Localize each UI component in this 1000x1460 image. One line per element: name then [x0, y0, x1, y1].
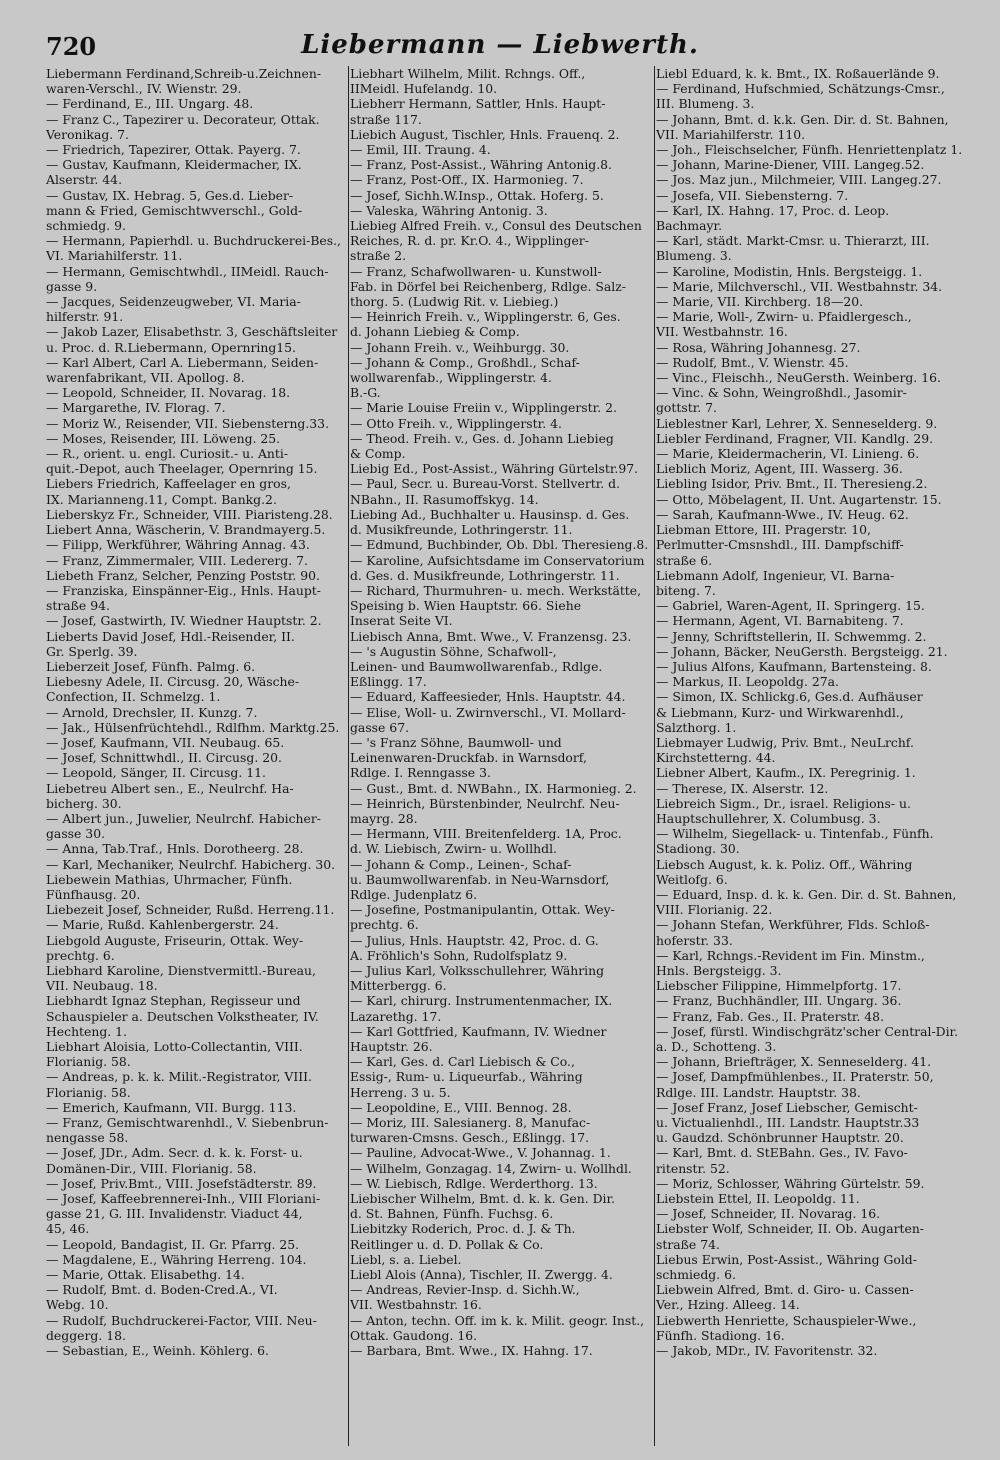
directory-line: — Vinc., Fleischh., NeuGersth. Weinberg. 16. — [656, 370, 941, 386]
directory-line: — Karl, städt. Markt-Cmsr. u. Thierarzt, III. — [656, 233, 930, 249]
directory-line: — Rosa, Währing Johannesg. 27. — [656, 339, 861, 355]
directory-line: — Rudolf, Bmt. d. Boden-Cred.A., VI. — [46, 1282, 278, 1298]
directory-line: — Johann, Bmt. d. k.k. Gen. Dir. d. St. Bahnen, — [656, 111, 949, 127]
directory-line: deggerg. 18. — [46, 1327, 126, 1343]
directory-line: turwaren-Cmsns. Gesch., Eßlingg. 17. — [350, 1130, 590, 1146]
directory-line: — Marie, Woll-, Zwirn- u. Pfaidlergesch., — [656, 309, 912, 325]
directory-line: — Barbara, Bmt. Wwe., IX. Hahng. 17. — [350, 1343, 593, 1359]
directory-line: — Simon, IX. Schlickg.6, Ges.d. Aufhäuser — [656, 689, 923, 705]
directory-line: Schauspieler a. Deutschen Volkstheater, IV. — [46, 1008, 319, 1024]
directory-line: Liebitzky Roderich, Proc. d. J. & Th. — [350, 1221, 576, 1237]
directory-line: — Karl, Mechaniker, Neulrchf. Habicherg. 30. — [46, 856, 336, 872]
directory-line: — Johann & Comp., Leinen-, Schaf- — [350, 856, 572, 872]
directory-line: Liebling Isidor, Priv. Bmt., II. Theresieng.2. — [656, 476, 928, 492]
directory-line: — Franz, Post-Off., IX. Harmonieg. 7. — [350, 172, 584, 188]
directory-line: — Hermann, Agent, VI. Barnabiteng. 7. — [656, 613, 904, 629]
directory-line: — Karl, chirurg. Instrumentenmacher, IX. — [350, 993, 613, 1009]
directory-line: — Gust., Bmt. d. NWBahn., IX. Harmonieg. 2. — [350, 780, 637, 796]
directory-line: — Johann Stefan, Werkführer, Flds. Schloß- — [656, 917, 930, 933]
directory-line: Liebmayer Ludwig, Priv. Bmt., NeuLrchf. — [656, 734, 914, 750]
directory-column-2 — [350, 66, 652, 1446]
directory-line: — Moses, Reisender, III. Löweng. 25. — [46, 430, 281, 446]
directory-line: — Arnold, Drechsler, II. Kunzg. 7. — [46, 704, 258, 720]
directory-line: u. Proc. d. R.Liebermann, Opernring15. — [46, 339, 296, 355]
directory-line: Veronikag. 7. — [46, 126, 129, 142]
directory-line: — Josef, Priv.Bmt., VIII. Josefstädterstr. 89. — [46, 1175, 317, 1191]
column-divider — [348, 66, 349, 1446]
directory-line: Salzthorg. 1. — [656, 719, 737, 735]
directory-line: — Karl Albert, Carl A. Liebermann, Seiden- — [46, 354, 319, 370]
directory-line: Liebezeit Josef, Schneider, Rußd. Herreng.11. — [46, 902, 335, 918]
directory-line: — Julius Alfons, Kaufmann, Bartensteing. 8. — [656, 658, 932, 674]
directory-line: d. St. Bahnen, Fünfh. Fuchsg. 6. — [350, 1206, 554, 1222]
directory-line: NBahn., II. Rasumoffskyg. 14. — [350, 491, 539, 507]
directory-line: biteng. 7. — [656, 582, 716, 598]
directory-line: — Richard, Thurmuhren- u. mech. Werkstätte, — [350, 582, 642, 598]
directory-line: — Johann, Bäcker, NeuGersth. Bergsteigg. 21. — [656, 643, 948, 659]
directory-line: Liebeth Franz, Selcher, Penzing Poststr. 90. — [46, 567, 321, 583]
directory-line: — Marie Louise Freiin v., Wipplingerstr. 2. — [350, 400, 617, 416]
column-divider — [654, 66, 655, 1446]
directory-line: — Leopold, Schneider, II. Novarag. 18. — [46, 385, 291, 401]
directory-line: — Josef, Gastwirth, IV. Wiedner Hauptstr. 2. — [46, 613, 322, 629]
directory-line: Liebner Albert, Kaufm., IX. Peregrinig. 1. — [656, 765, 916, 781]
directory-line: — Franz, Buchhändler, III. Ungarg. 36. — [656, 993, 902, 1009]
directory-line: — Josef Franz, Josef Liebscher, Gemischt- — [656, 1099, 918, 1115]
directory-line: straße 74. — [656, 1236, 720, 1252]
directory-line: Eßlingg. 17. — [350, 674, 427, 690]
directory-line: B.-G. — [350, 385, 381, 401]
directory-line: — Jakob Lazer, Elisabethstr. 3, Geschäftsleiter — [46, 324, 338, 340]
directory-line: VIII. Florianig. 22. — [656, 902, 773, 918]
directory-line: — Josef, Kaffeebrennerei-Inh., VIII Floriani- — [46, 1191, 321, 1207]
directory-line: Liebig Ed., Post-Assist., Währing Gürtelstr.97. — [350, 461, 639, 477]
directory-line: — Theod. Freih. v., Ges. d. Johann Liebieg — [350, 430, 614, 446]
directory-line: — Friedrich, Tapezirer, Ottak. Payerg. 7. — [46, 142, 301, 158]
directory-line: — Josef, Schneider, II. Novarag. 16. — [656, 1206, 881, 1222]
directory-line: — Karoline, Modistin, Hnls. Bergsteigg. 1. — [656, 263, 923, 279]
directory-line: — Margarethe, IV. Florag. 7. — [46, 400, 226, 416]
directory-line: Herreng. 3 u. 5. — [350, 1084, 451, 1100]
directory-line: Lieblestner Karl, Lehrer, X. Senneselderg. 9. — [656, 415, 938, 431]
directory-line: gottstr. 7. — [656, 400, 717, 416]
directory-line: — Julius, Hnls. Hauptstr. 42, Proc. d. G. — [350, 932, 599, 948]
directory-line: — R., orient. u. engl. Curiosit.- u. Anti- — [46, 446, 289, 462]
directory-line: u. Gaudzd. Schönbrunner Hauptstr. 20. — [656, 1130, 904, 1146]
directory-line: Liebus Erwin, Post-Assist., Währing Gold- — [656, 1251, 917, 1267]
directory-line: Lieberts David Josef, Hdl.-Reisender, II. — [46, 628, 295, 644]
directory-line: — Gabriel, Waren-Agent, II. Springerg. 15. — [656, 598, 925, 614]
directory-line: — Hermann, Gemischtwhdl., IIMeidl. Rauch- — [46, 263, 329, 279]
directory-line: thorg. 5. (Ludwig Rit. v. Liebieg.) — [350, 294, 559, 310]
directory-line: — Filipp, Werkführer, Währing Annag. 43. — [46, 537, 310, 553]
directory-line: warenfabrikant, VII. Apollog. 8. — [46, 370, 245, 386]
page-header — [40, 30, 960, 64]
directory-line: Liebhart Wilhelm, Milit. Rchngs. Off., — [350, 66, 586, 81]
directory-line: schmiedg. 6. — [656, 1267, 736, 1283]
directory-line: gasse 30. — [46, 826, 106, 842]
directory-line: — Albert jun., Juwelier, Neulrchf. Habicher- — [46, 810, 321, 826]
directory-line: & Comp. — [350, 446, 406, 462]
directory-line: Liebich August, Tischler, Hnls. Frauenq. 2. — [350, 126, 620, 142]
directory-line: — Franz, Post-Assist., Währing Antonig.8. — [350, 157, 612, 173]
directory-line: Liebing Ad., Buchhalter u. Hausinsp. d. Ges. — [350, 506, 630, 522]
directory-line: — Marie, VII. Kirchberg. 18—20. — [656, 294, 864, 310]
directory-line: hoferstr. 33. — [656, 932, 733, 948]
directory-line: IIMeidl. Hufelandg. 10. — [350, 81, 498, 97]
directory-line: Liebsch August, k. k. Poliz. Off., Währing — [656, 856, 913, 872]
directory-line: straße 117. — [350, 111, 422, 127]
directory-line: Blumeng. 3. — [656, 248, 732, 264]
directory-line: — Moriz W., Reisender, VII. Siebensterng.33. — [46, 415, 330, 431]
directory-line: VI. Mariahilferstr. 11. — [46, 248, 183, 264]
directory-line: — Paul, Secr. u. Bureau-Vorst. Stellvertr. d. — [350, 476, 621, 492]
directory-line: prechtg. 6. — [46, 947, 115, 963]
directory-line: — Otto Freih. v., Wipplingerstr. 4. — [350, 415, 562, 431]
directory-line: — Franz, Gemischtwarenhdl., V. Siebenbrun- — [46, 1115, 329, 1131]
directory-line: — Jakob, MDr., IV. Favoritenstr. 32. — [656, 1343, 878, 1359]
directory-line: Lazarethg. 17. — [350, 1008, 442, 1024]
directory-line: Stadiong. 30. — [656, 841, 740, 857]
directory-line: Liebers Friedrich, Kaffeelager en gros, — [46, 476, 291, 492]
directory-line: — Josef, Schnittwhdl., II. Circusg. 20. — [46, 750, 282, 766]
directory-line: — Valeska, Währing Antonig. 3. — [350, 202, 548, 218]
directory-line: Rdlge. Judenplatz 6. — [350, 886, 478, 902]
directory-line: mann & Fried, Gemischtwverschl., Gold- — [46, 202, 303, 218]
directory-line: a. D., Schotteng. 3. — [656, 1039, 777, 1054]
directory-line: — Otto, Möbelagent, II. Unt. Augartenstr. 15. — [656, 491, 942, 507]
directory-line: — Franz C., Tapezirer u. Decorateur, Ottak. — [46, 111, 320, 127]
directory-line: — Karl, Rchngs.-Revident im Fin. Minstm., — [656, 947, 925, 963]
directory-line: — Johann, Briefträger, X. Senneselderg. 41. — [656, 1054, 932, 1070]
directory-line: — Jos. Maz jun., Milchmeier, VIII. Langeg.27. — [656, 172, 942, 188]
directory-line: Florianig. 58. — [46, 1054, 131, 1070]
directory-line: Fünfhausg. 20. — [46, 886, 141, 902]
directory-line: Lieblich Moriz, Agent, III. Wasserg. 36. — [656, 461, 903, 477]
directory-line: — Rudolf, Bmt., V. Wienstr. 45. — [656, 354, 849, 370]
directory-line: — Karl, Ges. d. Carl Liebisch & Co., — [350, 1054, 575, 1070]
directory-line: Leinenwaren-Druckfab. in Warnsdorf, — [350, 750, 587, 766]
directory-line: Essig-, Rum- u. Liqueurfab., Währing — [350, 1069, 583, 1085]
directory-line: — Leopold, Bandagist, II. Gr. Pfarrg. 25. — [46, 1236, 300, 1252]
directory-line: Webg. 10. — [46, 1297, 109, 1313]
directory-line: — Joh., Fleischselcher, Fünfh. Henriettenplatz 1. — [656, 142, 962, 158]
directory-line: — Vinc. & Sohn, Weingroßhdl., Jasomir- — [656, 385, 907, 401]
directory-line: — Eduard, Kaffeesieder, Hnls. Hauptstr. 44. — [350, 689, 626, 705]
directory-line: III. Blumeng. 3. — [656, 96, 755, 112]
directory-line: Fab. in Dörfel bei Reichenberg, Rdlge. Salz- — [350, 278, 626, 294]
directory-line: IX. Marianneng.11, Compt. Bankg.2. — [46, 491, 277, 507]
directory-line: Lieberskyz Fr., Schneider, VIII. Piaristeng.28. — [46, 506, 333, 522]
directory-line: straße 94. — [46, 598, 110, 614]
directory-line: Bachmayr. — [656, 218, 723, 234]
directory-line: waren-Verschl., IV. Wienstr. 29. — [46, 81, 242, 97]
directory-line: — Julius Karl, Volksschullehrer, Währing — [350, 962, 604, 978]
directory-line: — Josef, Dampfmühlenbes., II. Praterstr. 50, — [656, 1069, 934, 1085]
directory-line: — Johann & Comp., Großhdl., Schaf- — [350, 354, 580, 370]
directory-line: Rdlge. III. Landstr. Hauptstr. 38. — [656, 1084, 861, 1100]
directory-line: — Karl Gottfried, Kaufmann, IV. Wiedner — [350, 1023, 607, 1039]
directory-line: — Franz, Zimmermaler, VIII. Ledererg. 7. — [46, 552, 308, 568]
directory-line: Liebmann Adolf, Ingenieur, VI. Barna- — [656, 567, 895, 583]
directory-line: ritenstr. 52. — [656, 1160, 730, 1176]
directory-line: Liebert Anna, Wäscherin, V. Brandmayerg.5. — [46, 522, 326, 538]
directory-line: — Josef, JDr., Adm. Secr. d. k. k. Forst- u. — [46, 1145, 303, 1161]
directory-line: Fünfh. Stadiong. 16. — [656, 1327, 785, 1343]
directory-line: — Wilhelm, Gonzagag. 14, Zwirn- u. Wollhdl. — [350, 1160, 632, 1176]
directory-line: gasse 67. — [350, 719, 410, 735]
directory-line: — Josef, Kaufmann, VII. Neubaug. 65. — [46, 734, 285, 750]
directory-line: straße 2. — [350, 248, 407, 264]
directory-line: Liebwerth Henriette, Schauspieler-Wwe., — [656, 1312, 917, 1328]
directory-line: — Karl, IX. Hahng. 17, Proc. d. Leop. — [656, 202, 890, 218]
directory-line: — Josef, Sichh.W.Insp., Ottak. Hoferg. 5. — [350, 187, 604, 203]
directory-line: — Gustav, Kaufmann, Kleidermacher, IX. — [46, 157, 302, 173]
directory-line: Lieberzeit Josef, Fünfh. Palmg. 6. — [46, 658, 256, 674]
directory-line: 45, 46. — [46, 1221, 90, 1237]
directory-line: Reitlinger u. d. D. Pollak & Co. — [350, 1236, 544, 1252]
directory-line: — Eduard, Insp. d. k. k. Gen. Dir. d. St. Bahnen, — [656, 886, 957, 902]
directory-line: Reiches, R. d. pr. Kr.O. 4., Wipplinger- — [350, 233, 589, 249]
directory-line: Liebman Ettore, III. Pragerstr. 10, — [656, 522, 871, 538]
directory-line: — Andreas, p. k. k. Milit.-Registrator, VIII. — [46, 1069, 312, 1085]
directory-line: Speising b. Wien Hauptstr. 66. Siehe — [350, 598, 582, 614]
directory-line: — Anna, Tab.Traf., Hnls. Dorotheerg. 28. — [46, 841, 304, 857]
directory-line: — Magdalene, E., Währing Herreng. 104. — [46, 1251, 307, 1267]
directory-line: — Pauline, Advocat-Wwe., V. Johannag. 1. — [350, 1145, 611, 1161]
directory-line: — Franziska, Einspänner-Eig., Hnls. Haupt- — [46, 582, 321, 598]
directory-line: — Franz, Fab. Ges., II. Praterstr. 48. — [656, 1008, 885, 1024]
directory-column-1 — [46, 66, 346, 1446]
directory-line: Florianig. 58. — [46, 1084, 131, 1100]
directory-line: Liebhardt Ignaz Stephan, Regisseur und — [46, 993, 301, 1009]
directory-line: Liebl, s. a. Liebel. — [350, 1251, 462, 1267]
directory-line: — Josef, fürstl. Windischgrätz'scher Central-Dir. — [656, 1023, 959, 1039]
directory-line: prechtg. 6. — [350, 917, 419, 933]
directory-line: — Karl, Bmt. d. StEBahn. Ges., IV. Favo- — [656, 1145, 908, 1161]
directory-line: Liebstein Ettel, II. Leopoldg. 11. — [656, 1191, 860, 1207]
directory-line: — Jak., Hülsenfrüchtehdl., Rdlfhm. Marktg.25. — [46, 719, 340, 735]
directory-line: Liebler Ferdinand, Fragner, VII. Kandlg. 29. — [656, 430, 934, 446]
directory-line: Inserat Seite VI. — [350, 613, 453, 629]
directory-line: — Leopold, Sänger, II. Circusg. 11. — [46, 765, 266, 781]
directory-line: Hauptschullehrer, X. Columbusg. 3. — [656, 810, 881, 826]
directory-line: — Ferdinand, Hufschmied, Schätzungs-Cmsr., — [656, 81, 945, 97]
directory-line: Liebwein Alfred, Bmt. d. Giro- u. Cassen- — [656, 1282, 914, 1298]
directory-line: Alserstr. 44. — [46, 172, 123, 188]
directory-line: d. W. Liebisch, Zwirn- u. Wollhdl. — [350, 841, 557, 857]
directory-line: Liebieg Alfred Freih. v., Consul des Deutschen — [350, 218, 642, 234]
directory-line: Hechteng. 1. — [46, 1023, 127, 1039]
running-head: Liebermann — Liebwerth. — [301, 30, 699, 60]
directory-line: bicherg. 30. — [46, 795, 122, 811]
directory-line: — Leopoldine, E., VIII. Bennog. 28. — [350, 1099, 572, 1115]
directory-line: Gr. Sperlg. 39. — [46, 643, 138, 659]
directory-line: — Heinrich Freih. v., Wipplingerstr. 6, Ges. — [350, 309, 621, 325]
directory-line: Domänen-Dir., VIII. Florianig. 58. — [46, 1160, 257, 1176]
directory-line: — Edmund, Buchbinder, Ob. Dbl. Theresieng.8. — [350, 537, 649, 553]
directory-line: Liebscher Filippine, Himmelpfortg. 17. — [656, 978, 902, 994]
directory-line: VII. Westbahnstr. 16. — [350, 1297, 482, 1313]
directory-line: straße 6. — [656, 552, 713, 568]
directory-line: — 's Augustin Söhne, Schafwoll-, — [350, 643, 557, 659]
directory-line: wollwarenfab., Wipplingerstr. 4. — [350, 370, 552, 386]
directory-line: VII. Neubaug. 18. — [46, 978, 158, 994]
directory-line: Liebesny Adele, II. Circusg. 20, Wäsche- — [46, 674, 300, 690]
directory-line: — Elise, Woll- u. Zwirnverschl., VI. Mollard- — [350, 704, 626, 720]
directory-line: Hauptstr. 26. — [350, 1039, 433, 1054]
page-number: 720 — [46, 32, 97, 61]
directory-line: — Marie, Milchverschl., VII. Westbahnstr. 34. — [656, 278, 943, 294]
directory-line: Ottak. Gaudong. 16. — [350, 1327, 478, 1343]
directory-line: — W. Liebisch, Rdlge. Werderthorg. 13. — [350, 1175, 598, 1191]
directory-line: — Andreas, Revier-Insp. d. Sichh.W., — [350, 1282, 580, 1298]
directory-line: VII. Westbahnstr. 16. — [656, 324, 788, 340]
directory-line: Liebewein Mathias, Uhrmacher, Fünfh. — [46, 871, 293, 887]
directory-line: Mitterbergg. 6. — [350, 978, 447, 994]
directory-line: — Josefa, VII. Siebensterng. 7. — [656, 187, 849, 203]
directory-line: — Wilhelm, Siegellack- u. Tintenfab., Fünfh. — [656, 826, 934, 842]
directory-line: — Marie, Kleidermacherin, VI. Linieng. 6. — [656, 446, 920, 462]
directory-line: — Marie, Ottak. Elisabethg. 14. — [46, 1267, 245, 1283]
directory-line: — Moriz, Schlosser, Währing Gürtelstr. 59. — [656, 1175, 925, 1191]
directory-line: Liebetreu Albert sen., E., Neulrchf. Ha- — [46, 780, 294, 796]
directory-line: — Jacques, Seidenzeugweber, VI. Maria- — [46, 294, 301, 310]
directory-line: Liebgold Auguste, Friseurin, Ottak. Wey- — [46, 932, 304, 948]
directory-line: u. Victualienhdl., III. Landstr. Hauptstr.33 — [656, 1115, 920, 1131]
directory-line: — Markus, II. Leopoldg. 27a. — [656, 674, 839, 690]
directory-line: — Rudolf, Buchdruckerei-Factor, VIII. Neu- — [46, 1312, 317, 1328]
directory-line: & Liebmann, Kurz- und Wirkwarenhdl., — [656, 704, 904, 720]
directory-line: d. Musikfreunde, Lothringerstr. 11. — [350, 522, 573, 538]
directory-line: Liebl Eduard, k. k. Bmt., IX. Roßauerlände 9. — [656, 66, 940, 81]
directory-line: schmiedg. 9. — [46, 218, 126, 234]
directory-line: — Therese, IX. Alserstr. 12. — [656, 780, 829, 796]
directory-line: Confection, II. Schmelzg. 1. — [46, 689, 221, 705]
directory-line: Liebl Alois (Anna), Tischler, II. Zwergg. 4. — [350, 1267, 613, 1283]
directory-line: — Jenny, Schriftstellerin, II. Schwemmg. 2. — [656, 628, 927, 644]
directory-line: mayrg. 28. — [350, 810, 418, 826]
directory-line: — Karoline, Aufsichtsdame im Conservatorium — [350, 552, 645, 568]
directory-line: Liebherr Hermann, Sattler, Hnls. Haupt- — [350, 96, 606, 112]
directory-line: — Franz, Schafwollwaren- u. Kunstwoll- — [350, 263, 602, 279]
directory-line: nengasse 58. — [46, 1130, 129, 1146]
directory-line: Rdlge. I. Renngasse 3. — [350, 765, 491, 781]
directory-line: — 's Franz Söhne, Baumwoll- und — [350, 734, 562, 750]
directory-line: — Anton, techn. Off. im k. k. Milit. geogr. Inst., — [350, 1312, 645, 1328]
directory-line: hilferstr. 91. — [46, 309, 124, 325]
directory-line: — Sebastian, E., Weinh. Köhlerg. 6. — [46, 1343, 269, 1359]
directory-line: u. Baumwollwarenfab. in Neu-Warnsdorf, — [350, 871, 610, 887]
directory-line: Kirchstetterng. 44. — [656, 750, 776, 766]
directory-line: Liebermann Ferdinand,Schreib-u.Zeichnen- — [46, 66, 322, 81]
directory-line: — Sarah, Kaufmann-Wwe., IV. Heug. 62. — [656, 506, 909, 522]
directory-line: — Ferdinand, E., III. Ungarg. 48. — [46, 96, 254, 112]
directory-line: — Emil, III. Traung. 4. — [350, 142, 491, 158]
directory-line: Hnls. Bergsteigg. 3. — [656, 962, 782, 978]
directory-line: Liebischer Wilhelm, Bmt. d. k. k. Gen. Dir. — [350, 1191, 616, 1207]
directory-line: Perlmutter-Cmsnshdl., III. Dampfschiff- — [656, 537, 904, 553]
directory-line: quit.-Depot, auch Theelager, Opernring 15. — [46, 461, 318, 477]
directory-line: — Heinrich, Bürstenbinder, Neulrchf. Neu- — [350, 795, 620, 811]
directory-line: Liebster Wolf, Schneider, II. Ob. Augarten- — [656, 1221, 924, 1237]
directory-line: gasse 21, G. III. Invalidenstr. Viaduct 44, — [46, 1206, 303, 1222]
directory-line: — Gustav, IX. Hebrag. 5, Ges.d. Lieber- — [46, 187, 294, 203]
directory-column-3 — [656, 66, 962, 1446]
directory-line: — Marie, Rußd. Kahlenbergerstr. 24. — [46, 917, 279, 933]
directory-line: — Johann, Marine-Diener, VIII. Langeg.52. — [656, 157, 925, 173]
directory-line: Liebreich Sigm., Dr., israel. Religions- u. — [656, 795, 911, 811]
directory-line: Liebisch Anna, Bmt. Wwe., V. Franzensg. 23. — [350, 628, 632, 644]
directory-line: Liebhart Aloisia, Lotto-Collectantin, VIII. — [46, 1039, 303, 1054]
directory-line: — Moriz, III. Salesianerg. 8, Manufac- — [350, 1115, 591, 1131]
directory-line: — Johann Freih. v., Weihburgg. 30. — [350, 339, 570, 355]
directory-line: d. Ges. d. Musikfreunde, Lothringerstr. 11. — [350, 567, 620, 583]
directory-line: Weitlofg. 6. — [656, 871, 728, 887]
directory-line: — Emerich, Kaufmann, VII. Burgg. 113. — [46, 1099, 297, 1115]
directory-line: Leinen- und Baumwollwarenfab., Rdlge. — [350, 658, 603, 674]
directory-line: gasse 9. — [46, 278, 98, 294]
directory-line: d. Johann Liebieg & Comp. — [350, 324, 520, 340]
directory-line: A. Fröhlich's Sohn, Rudolfsplatz 9. — [350, 947, 568, 963]
directory-line: Ver., Hzing. Alleeg. 14. — [656, 1297, 800, 1313]
directory-line: — Josefine, Postmanipulantin, Ottak. Wey- — [350, 902, 615, 918]
directory-line: VII. Mariahilferstr. 110. — [656, 126, 806, 142]
directory-line: — Hermann, Papierhdl. u. Buchdruckerei-Bes., — [46, 233, 341, 249]
directory-line: Liebhard Karoline, Dienstvermittl.-Bureau, — [46, 962, 316, 978]
directory-line: — Hermann, VIII. Breitenfelderg. 1A, Proc. — [350, 826, 622, 842]
